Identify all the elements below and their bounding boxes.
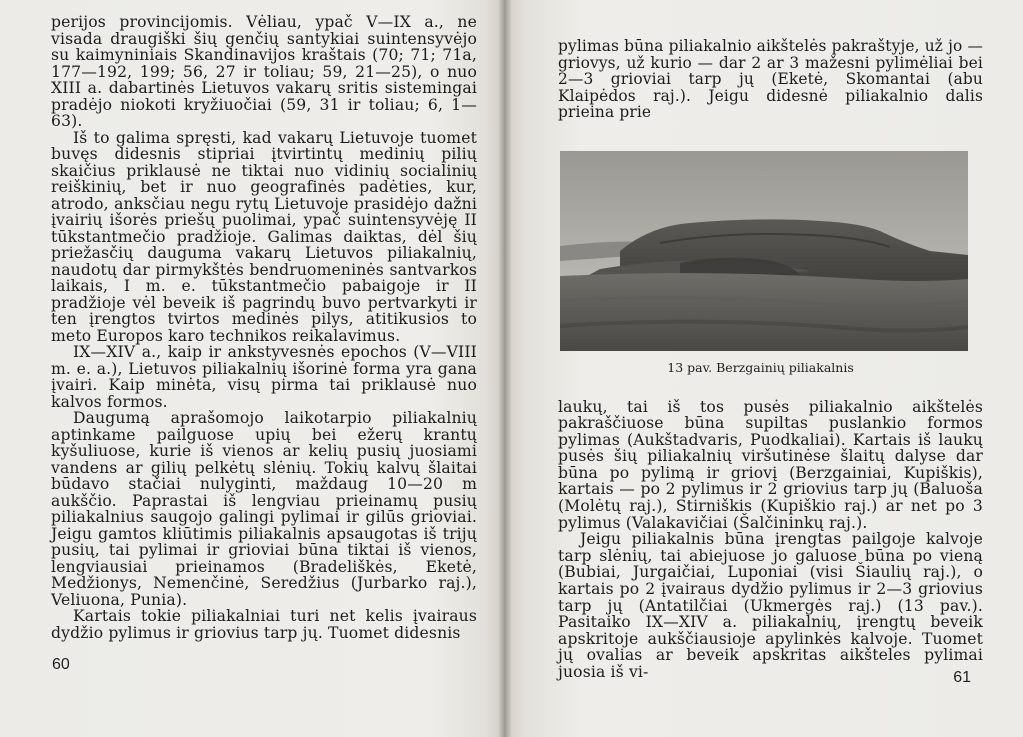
hillfort-landscape-image <box>560 151 968 351</box>
left-page-text <box>51 14 477 641</box>
right-page <box>505 0 1023 737</box>
right-page-text-continued <box>558 399 983 681</box>
page-number: 61 <box>953 669 971 686</box>
figure-caption: 13 pav. Berzgainių piliakalnis <box>667 359 854 375</box>
book-gutter <box>498 0 512 737</box>
paragraph: Daugumą aprašomojo laikotarpio piliakalnių aptinkame pailguose upių bei ežerų krantų kyšuliuose, kurie iš vienos ar kelių pusių juosiami vandens ar gilių pelkėtų slėnių. Tokių kalvų šlaitai būdavo stačiai nulyginti, maždaug 10—20 m aukščio. Paprastai iš lengviau prieinamų pusių piliakalnius saugojo galingi pylimai ir gilūs grioviai. Jeigu gamtos kliūtimis piliakalnis apsaugotas iš trijų pusių, tai pylimai ir grioviai būna tiktai iš vienos, lengviausiai prieinamos (Bradeliškės, Eketė, Medžionys, Nemenčinė, Seredžius (Jurbarko raj.), Veliuona, Punia). <box>51 409 477 609</box>
paragraph: perijos provincijomis. Vėliau, ypač V—IX a., ne visada draugiški šių genčių santykiai suintensyvėjo su kaimyniniais Skandinavijos kraštais (70; 71; 71a, 177—192, 199; 56, 27 ir toliau; 59, 21—25), o nuo XIII a. dabartinės Lietuvos vakarų sritis sistemingai pradėjo niokoti kryžiuočiai (59, 31 ir toliau; 6, 1—63). <box>51 13 477 130</box>
hillfort-photo <box>560 151 968 351</box>
page-number: 60 <box>52 656 70 673</box>
left-page <box>0 0 505 737</box>
paragraph: Jeigu piliakalnis būna įrengtas pailgoje kalvoje tarp slėnių, tai abiejuose jo galuose būna po vieną (Bubiai, Jurgaičiai, Luponiai (visi Šiaulių raj.), o kartais po 2 įvairaus dydžio pylimus ir 2—3 griovius tarp jų (Antatilčiai (Ukmergės raj.) (13 pav.). Pasitaiko IX—XIV a. piliakalnių, įrengtų beveik apskritoje aukščiausioje apylinkės kalvoje. Tuomet jų ovalias ar beveik apskritas aikšteles pylimai juosia iš vi- <box>558 530 983 681</box>
right-page-text <box>558 38 983 121</box>
paragraph: laukų, tai iš tos pusės piliakalnio aikštelės pakraščiuose būna supiltas puslankio formos pylimas (Aukštadvaris, Puodkaliai). Kartais iš laukų pusės šių piliakalnių viršutinėse šlaitų dalyse dar būna po pylimą ir griovį (Berzgainiai, Kupiškis), kartais — po 2 pylimus ir 2 griovius tarp jų (Baluoša (Molėtų raj.), Stirniškis (Kupiškio raj.) ar net po 3 pylimus (Valakavičiai (Šalčininkų raj.). <box>558 397 983 532</box>
paragraph: IX—XIV a., kaip ir ankstyvesnės epochos (V—VIII m. e. a.), Lietuvos piliakalnių išorinė forma yra gana įvairi. Kaip minėta, visų pirma tai priklausė nuo kalvos formos. <box>51 343 477 411</box>
paragraph: Iš to galima spręsti, kad vakarų Lietuvoje tuomet buvęs didesnis stipriai įtvirtintų medinių pilių skaičius priklausė ne tiktai nuo vidinių socialinių reiškinių, bet ir nuo geografinės padėties, kur, atrodo, anksčiau negu rytų Lietuvoje prasidėjo dažni įvairių išorės priešų puolimai, ypač suintensyvėję II tūkstantmečio pradžioje. Galimas daiktas, dėl šių priežasčių dauguma vakarų Lietuvos piliakalnių, naudotų dar pirmykštės bendruomeninės santvarkos laikais, I m. e. tūkstantmečio pabaigoje ir II pradžioje vėl beveik iš pagrindų buvo pertvarkyti ir ten įrengtos tvirtos medinės pilys, atitikusios to meto Europos karo technikos reikalavimus. <box>51 128 477 345</box>
paragraph: pylimas būna piliakalnio aikštelės pakraštyje, už jo — griovys, už kurio — dar 2 ar 3 mažesni pylimėliai bei 2—3 grioviai tarp jų (Eketė, Skomantai (abu Klaipėdos raj.). Jeigu didesnė piliakalnio dalis prieina prie <box>558 37 984 121</box>
paragraph: Kartais tokie piliakalniai turi net kelis įvairaus dydžio pylimus ir griovius tarp jų. Tuomet didesnis <box>51 607 477 642</box>
